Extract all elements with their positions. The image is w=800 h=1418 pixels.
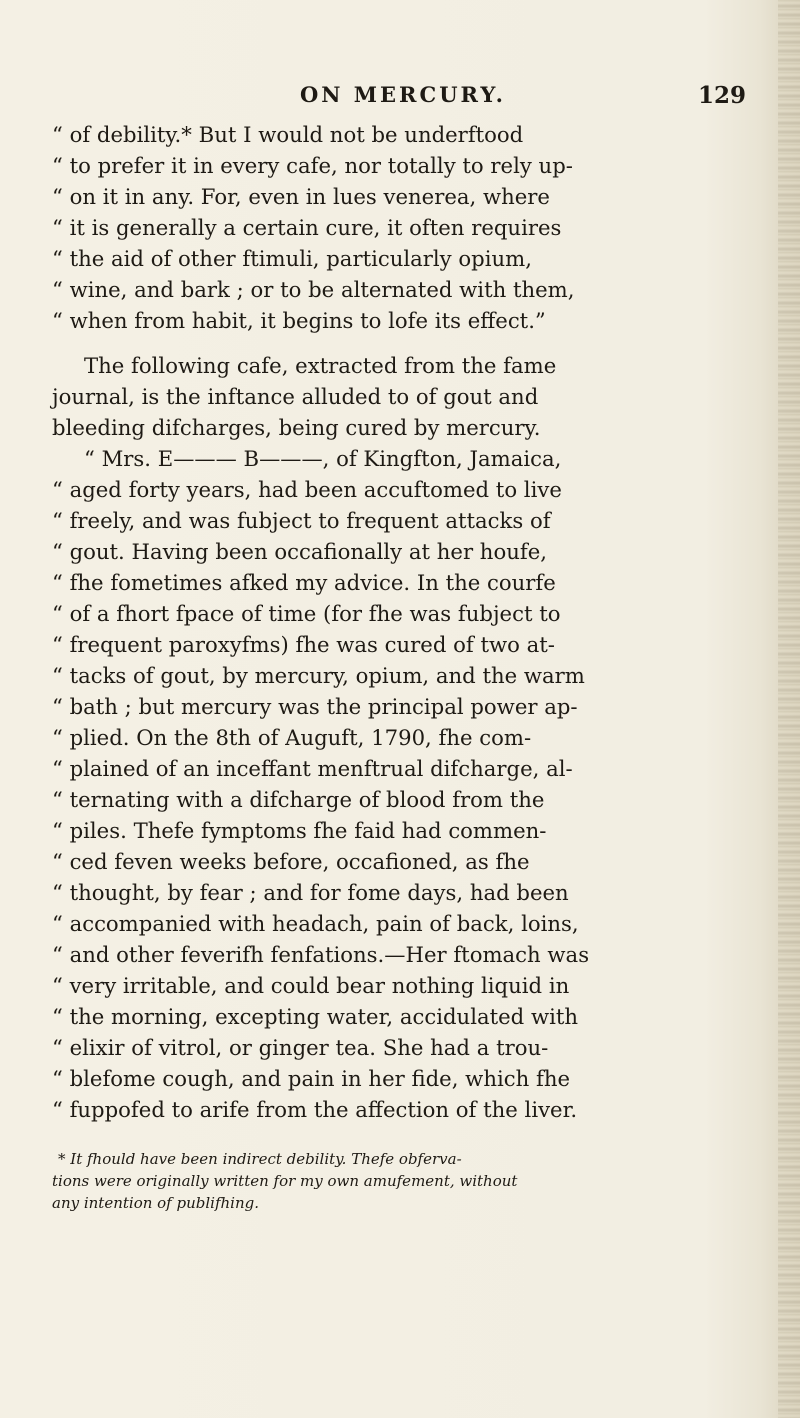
text-line: “ accompanied with headach, pain of back, loins, xyxy=(52,911,579,936)
text-line: “ wine, and bark ; or to be alternated with them, xyxy=(52,277,575,302)
footnote-line: any intention of publifhing. xyxy=(52,1194,260,1212)
text-line: “ gout. Having been occafionally at her houfe, xyxy=(52,539,547,564)
text-line: “ ced feven weeks before, occafioned, as fhe xyxy=(52,849,530,874)
text-line: “ when from habit, it begins to lofe its effect.” xyxy=(52,308,546,333)
text-line: “ freely, and was fubject to frequent attacks of xyxy=(52,508,551,533)
text-line: “ the morning, excepting water, accidulated with xyxy=(52,1004,579,1029)
page-edge xyxy=(778,0,800,1418)
text-line: “ tacks of gout, by mercury, opium, and the warm xyxy=(52,663,585,688)
text-line: “ and other feverifh fenfations.—Her ftomach was xyxy=(52,942,590,967)
footnote-line: * It fhould have been indirect debility. Thefe obferva- xyxy=(58,1150,462,1168)
page-number: 129 xyxy=(698,82,747,109)
text-line: “ fhe fometimes afked my advice. In the courfe xyxy=(52,570,556,595)
text-line: “ aged forty years, had been accuftomed to live xyxy=(52,477,562,502)
text-line: journal, is the inftance alluded to of gout and xyxy=(52,384,539,409)
text-line: “ frequent paroxyfms) fhe was cured of two at- xyxy=(52,632,555,657)
text-line: “ bath ; but mercury was the principal power ap- xyxy=(52,694,578,719)
text-line: “ the aid of other ftimuli, particularly opium, xyxy=(52,246,532,271)
text-line: “ of a fhort fpace of time (for fhe was fubject to xyxy=(52,601,561,626)
text-line: “ ternating with a difcharge of blood from the xyxy=(52,787,545,812)
text-line: “ on it in any. For, even in lues venerea, where xyxy=(52,184,550,209)
footnote-line: tions were originally written for my own amufement, without xyxy=(52,1172,518,1190)
text-line: “ of debility.* But I would not be underftood xyxy=(52,122,524,147)
text-line: “ elixir of vitrol, or ginger tea. She had a trou- xyxy=(52,1035,549,1060)
text-line: The following cafe, extracted from the fame xyxy=(84,353,557,378)
text-line: “ Mrs. E——— B———, of Kingfton, Jamaica, xyxy=(84,446,562,471)
text-line: “ thought, by fear ; and for fome days, had been xyxy=(52,880,569,905)
page-header xyxy=(0,78,800,112)
text-line: “ it is generally a certain cure, it often requires xyxy=(52,215,562,240)
text-line: bleeding difcharges, being cured by mercury. xyxy=(52,415,541,440)
text-line: “ plied. On the 8th of Auguft, 1790, fhe com- xyxy=(52,725,532,750)
text-line: “ plained of an inceffant menftrual difcharge, al- xyxy=(52,756,573,781)
text-line: “ to prefer it in every cafe, nor totally to rely up- xyxy=(52,153,573,178)
text-line: “ very irritable, and could bear nothing liquid in xyxy=(52,973,570,998)
text-line: “ piles. Thefe fymptoms fhe faid had commen- xyxy=(52,818,547,843)
text-line: “ blefome cough, and pain in her fide, which fhe xyxy=(52,1066,571,1091)
running-head: ON MERCURY. xyxy=(300,82,506,107)
text-line: “ fuppofed to arife from the affection of the liver. xyxy=(52,1097,578,1122)
